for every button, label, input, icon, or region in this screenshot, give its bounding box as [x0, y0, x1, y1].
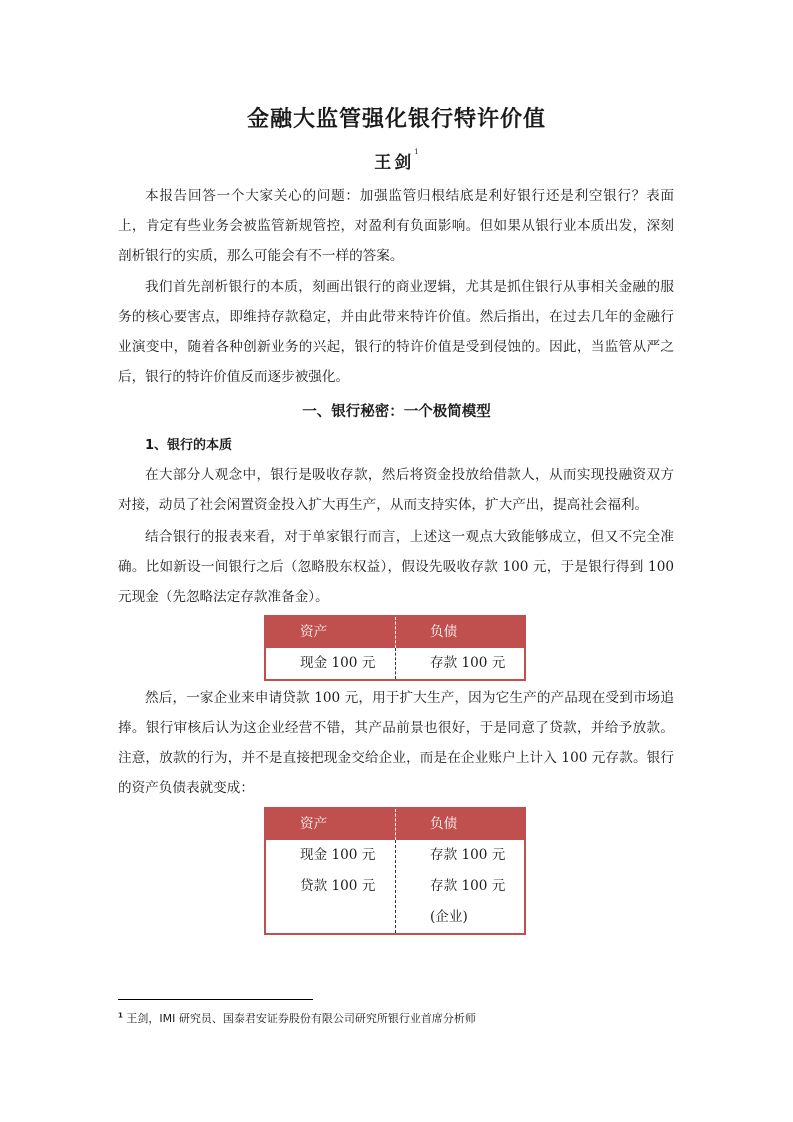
table-body-row	[266, 840, 524, 933]
asset-column	[266, 648, 395, 679]
body-paragraph: 在大部分人观念中，银行是吸收存款，然后将资金投放给借款人，从而实现投融资双方对接，动员了社会闲置资金投入扩大再生产，从而支持实体，扩大产出，提高社会福利。	[118, 467, 674, 513]
footnote-mark: 1	[118, 1011, 123, 1020]
balance-sheet-table-2	[264, 807, 526, 935]
footnote	[118, 1010, 476, 1026]
liability-item: 存款 100 元	[430, 847, 506, 863]
document-title: 金融大监管强化银行特许价值	[246, 107, 546, 132]
footnote-text: 王剑，IMI 研究员、国泰君安证券股份有限公司研究所银行业首席分析师	[126, 1012, 476, 1025]
asset-column	[266, 840, 395, 933]
liability-header: 负债	[395, 617, 524, 648]
asset-header: 资产	[300, 624, 328, 640]
overview-paragraph: 我们首先剖析银行的本质，刻画出银行的商业逻辑，尤其是抓住银行从事相关金融的服务的核心要害点，即维持存款稳定，并由此带来特许价值。然后指出，在过去几年的金融行业演变中，随着各种创新业务的兴起，银行的特许价值是受到侵蚀的。因此，当监管从严之后，银行的特许价值反而逐步被强化。	[118, 279, 674, 385]
author-name: 王剑	[374, 153, 415, 173]
asset-item: 现金 100 元	[300, 847, 376, 863]
table-header-row	[266, 809, 524, 840]
liability-column	[395, 648, 524, 679]
intro-paragraph: 本报告回答一个大家关心的问题：加强监管归根结底是利好银行还是利空银行？表面上，肯定有些业务会被监管新规管控，对盈利有负面影响。但如果从银行业本质出发，深刻剖析银行的实质，那么可能会有不一样的答案。	[118, 188, 674, 264]
author-line	[0, 148, 793, 173]
table-header-row	[266, 617, 524, 648]
liability-item: 存款 100 元	[430, 655, 506, 671]
liability-column	[395, 840, 524, 933]
footnote-divider	[118, 999, 313, 1000]
balance-sheet-table-1	[264, 615, 526, 681]
liability-header: 负债	[395, 809, 524, 840]
table-body-row	[266, 648, 524, 679]
subsection-heading: 1、银行的本质	[145, 438, 233, 453]
section-heading: 一、银行秘密：一个极简模型	[302, 404, 491, 420]
asset-item: 贷款 100 元	[300, 878, 376, 894]
author-footnote-mark: 1	[414, 148, 419, 156]
body-paragraph: 结合银行的报表来看，对于单家银行而言，上述这一观点大致能够成立，但又不完全准确。比如新设一间银行之后（忽略股东权益），假设先吸收存款 100 元，于是银行得到 100 元现金（先忽略法定存款准备金）。	[118, 529, 674, 605]
asset-header: 资产	[300, 816, 328, 832]
asset-item: 现金 100 元	[300, 655, 376, 671]
liability-item: 存款 100 元(企业)	[430, 878, 506, 925]
body-paragraph: 然后，一家企业来申请贷款 100 元，用于扩大生产，因为它生产的产品现在受到市场追捧。银行审核后认为这企业经营不错，其产品前景也很好，于是同意了贷款，并给予放款。注意，放款的行为，并不是直接把现金交给企业，而是在企业账户上计入 100 元存款。银行的资产负债表就变成：	[118, 690, 674, 796]
